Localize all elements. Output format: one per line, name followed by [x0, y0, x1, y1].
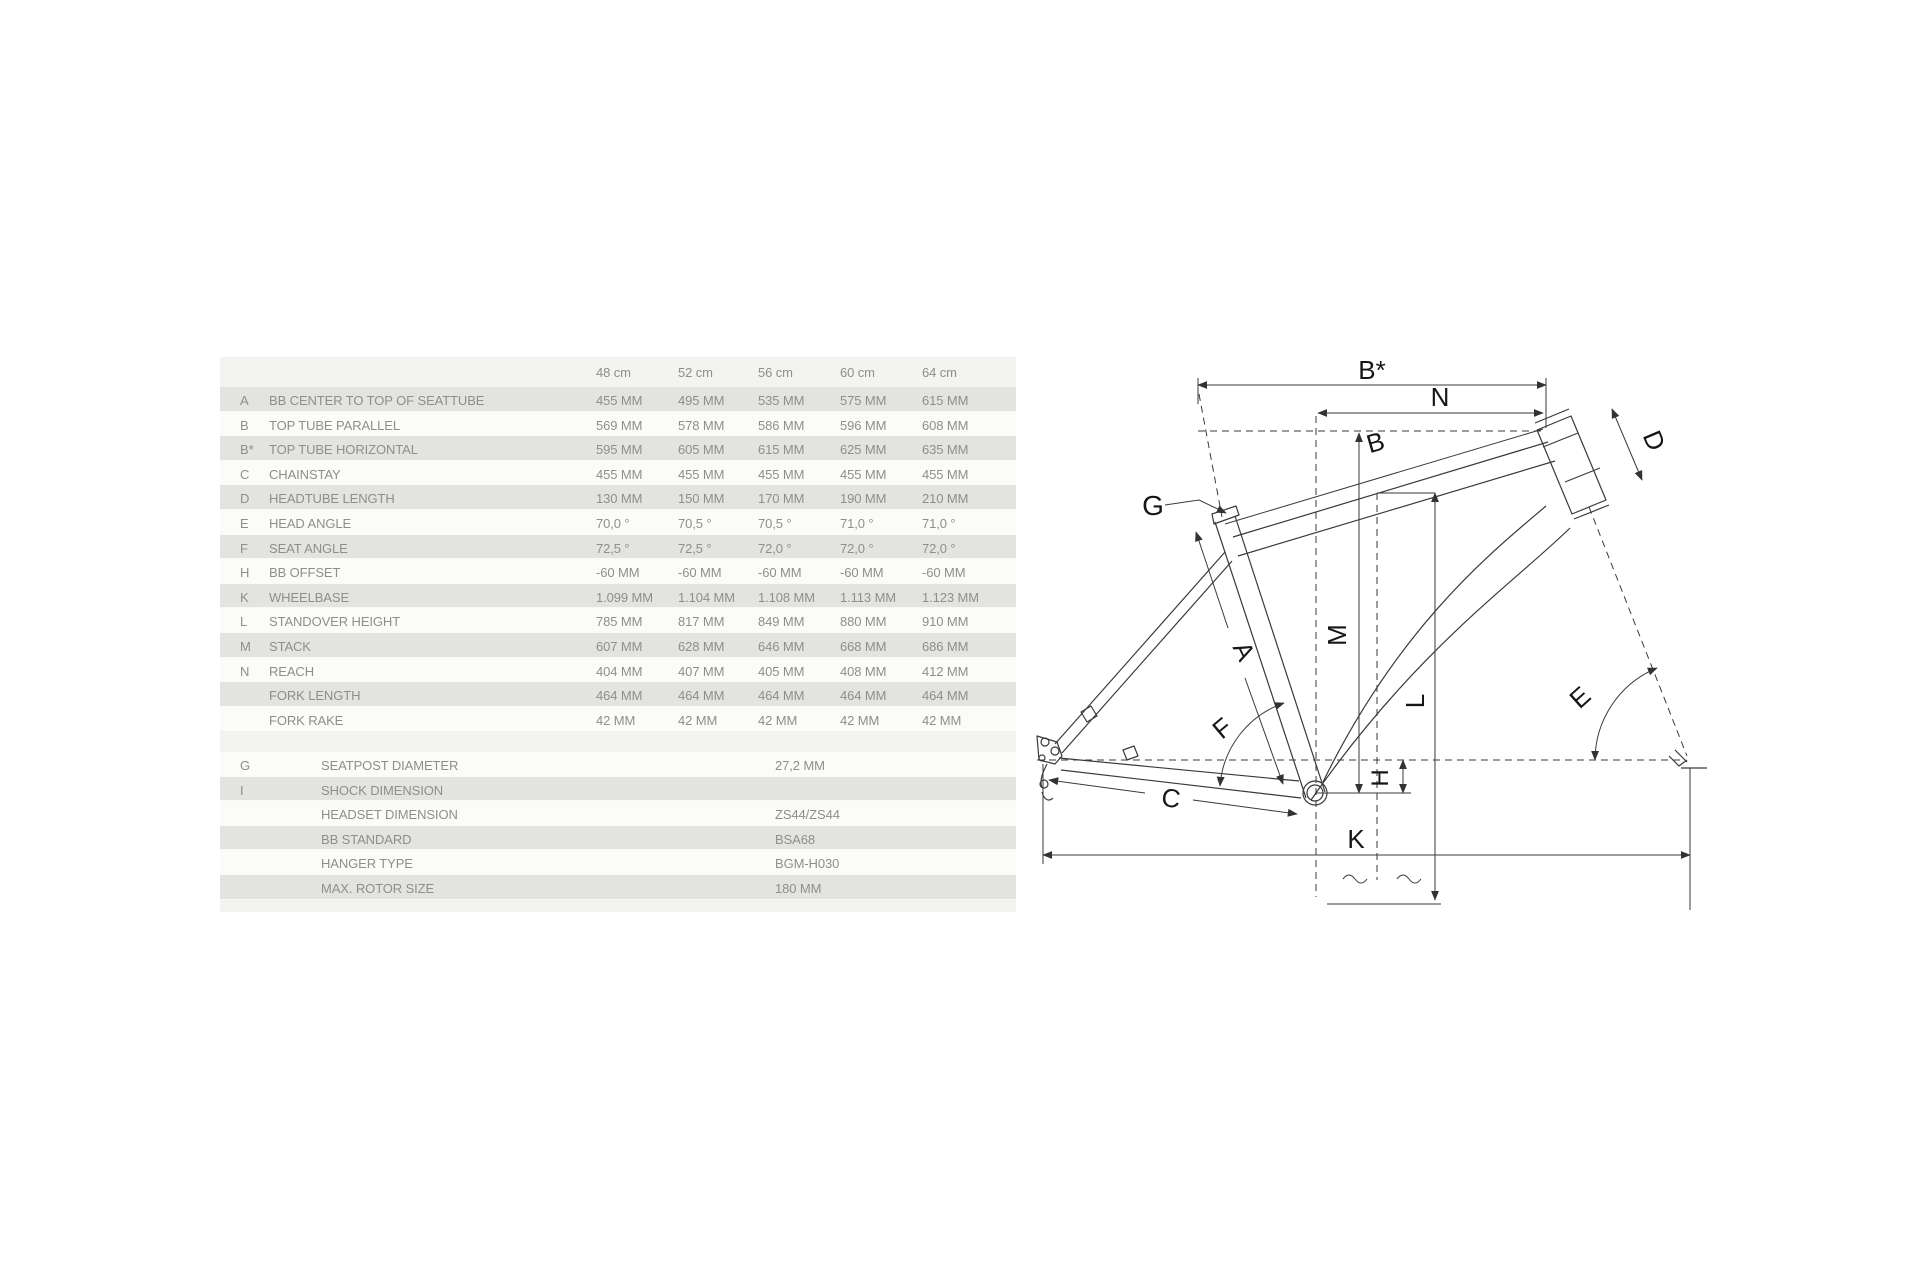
row-value: -60 MM [922, 565, 966, 581]
row-value: 455 MM [678, 466, 725, 482]
row-value: -60 MM [678, 565, 722, 581]
geometry-table-row [220, 485, 1016, 510]
row-value: 646 MM [758, 638, 805, 654]
row-value: 1.108 MM [758, 589, 816, 605]
label-stack: M [1322, 624, 1352, 646]
row-label: STACK [269, 638, 311, 654]
row-value: -60 MM [840, 565, 884, 581]
row-value: 575 MM [840, 393, 887, 408]
row-value: 170 MM [758, 491, 805, 507]
row-value: 210 MM [922, 491, 969, 507]
row-value: 72,5 ° [678, 540, 712, 556]
row-value: 42 MM [922, 712, 962, 728]
label-reach: N [1430, 382, 1450, 412]
row-value: 455 MM [840, 466, 887, 482]
row-value: 586 MM [758, 417, 805, 433]
spec-table-row [220, 801, 1016, 826]
row-label: CHAINSTAY [269, 466, 341, 482]
row-value: 464 MM [596, 688, 643, 704]
size-header: 64 cm [922, 365, 957, 380]
row-value: 42 MM [840, 712, 880, 728]
row-value: 596 MM [840, 417, 887, 433]
row-value: 405 MM [758, 663, 805, 679]
row-label: WHEELBASE [269, 589, 350, 605]
row-value: 628 MM [678, 638, 725, 654]
row-value: 42 MM [596, 712, 636, 728]
row-label: TOP TUBE PARALLEL [269, 417, 401, 433]
row-value: 495 MM [678, 393, 725, 408]
row-value: 404 MM [596, 663, 643, 679]
label-chainstay: C [1159, 782, 1183, 815]
row-value: 817 MM [678, 614, 725, 630]
size-header: 48 cm [596, 365, 631, 380]
spec-table-row [220, 875, 1016, 900]
geometry-table-row [220, 658, 1016, 683]
row-value: 569 MM [596, 417, 643, 433]
row-letter: B* [240, 442, 254, 458]
row-label: SEATPOST DIAMETER [321, 758, 459, 773]
geometry-table-row [220, 436, 1016, 461]
row-value: -60 MM [758, 565, 802, 581]
row-letter: M [240, 638, 251, 654]
size-header-row [220, 357, 1016, 387]
row-value: 625 MM [840, 442, 887, 458]
geometry-table-row [220, 510, 1016, 535]
row-label: BB CENTER TO TOP OF SEATTUBE [269, 393, 485, 408]
row-value: 455 MM [758, 466, 805, 482]
row-value: ZS44/ZS44 [775, 807, 840, 823]
row-value: 70,0 ° [596, 515, 630, 531]
row-letter: L [240, 614, 248, 630]
row-value: BSA68 [775, 831, 815, 847]
row-letter: K [240, 589, 249, 605]
row-letter: E [240, 515, 249, 531]
row-letter: D [240, 491, 250, 507]
row-value: 150 MM [678, 491, 725, 507]
row-value: 455 MM [596, 393, 643, 408]
row-value: 464 MM [758, 688, 805, 704]
row-value: 578 MM [678, 417, 725, 433]
geometry-table-row [220, 608, 1016, 633]
row-value: 407 MM [678, 663, 725, 679]
spec-rows [220, 752, 1016, 900]
spec-table-row [220, 826, 1016, 851]
geometry-table-row [220, 682, 1016, 707]
row-letter: N [240, 663, 250, 679]
row-value: 455 MM [596, 466, 643, 482]
row-value: 72,0 ° [758, 540, 792, 556]
row-label: HANGER TYPE [321, 856, 413, 872]
row-value: 535 MM [758, 393, 805, 408]
row-letter: A [240, 393, 249, 408]
row-value: 408 MM [840, 663, 887, 679]
dimension-lines [1043, 378, 1690, 904]
row-value: 42 MM [678, 712, 718, 728]
row-value: 686 MM [922, 638, 969, 654]
frame-outline [1037, 409, 1707, 910]
label-standover-height: L [1400, 693, 1430, 709]
geometry-table-row [220, 633, 1016, 658]
row-label: TOP TUBE HORIZONTAL [269, 442, 418, 458]
row-value: 880 MM [840, 614, 887, 630]
spec-table-row [220, 752, 1016, 777]
geometry-table-row [220, 461, 1016, 486]
spec-table-row [220, 777, 1016, 802]
row-value: 910 MM [922, 614, 969, 630]
geometry-table-row [220, 559, 1016, 584]
geometry-table-row [220, 387, 1016, 412]
row-value: 608 MM [922, 417, 969, 433]
row-letter: I [240, 782, 244, 798]
row-value: 635 MM [922, 442, 969, 458]
row-value: 130 MM [596, 491, 643, 507]
row-label: FORK RAKE [269, 712, 344, 728]
row-label: HEADSET DIMENSION [321, 807, 458, 823]
row-letter: B [240, 417, 249, 433]
label-head-angle: E [1563, 680, 1597, 715]
row-value: 607 MM [596, 638, 643, 654]
row-value: 42 MM [758, 712, 798, 728]
row-value: BGM-H030 [775, 856, 840, 872]
row-value: 1.123 MM [922, 589, 980, 605]
frame-geometry-diagram [1029, 352, 1709, 927]
row-value: 72,0 ° [922, 540, 956, 556]
geometry-rows [220, 387, 1016, 731]
row-value: 668 MM [840, 638, 887, 654]
geometry-table-row [220, 535, 1016, 560]
row-value: 190 MM [840, 491, 887, 507]
row-letter: F [240, 540, 248, 556]
geometry-table-row [220, 412, 1016, 437]
row-letter: H [240, 565, 250, 581]
label-bb-offset: H [1367, 769, 1394, 787]
row-label: FORK LENGTH [269, 688, 361, 704]
row-value: 615 MM [922, 393, 969, 408]
label-seatpost: G [1142, 490, 1164, 521]
row-label: STANDOVER HEIGHT [269, 614, 401, 630]
size-header: 52 cm [678, 365, 713, 380]
row-value: 464 MM [840, 688, 887, 704]
row-value: 27,2 MM [775, 758, 825, 773]
row-value: 615 MM [758, 442, 805, 458]
row-value: 605 MM [678, 442, 725, 458]
label-top-tube-horizontal: B* [1358, 355, 1386, 385]
row-value: -60 MM [596, 565, 640, 581]
row-value: 1.113 MM [840, 589, 897, 605]
label-headtube-length: D [1636, 425, 1672, 455]
row-label: MAX. ROTOR SIZE [321, 880, 435, 896]
label-top-tube: B [1363, 425, 1388, 460]
geometry-table-row [220, 707, 1016, 732]
row-label: SEAT ANGLE [269, 540, 348, 556]
row-label: SHOCK DIMENSION [321, 782, 444, 798]
size-header: 60 cm [840, 365, 875, 380]
size-header: 56 cm [758, 365, 793, 380]
row-label: REACH [269, 663, 315, 679]
label-seat-angle: F [1206, 711, 1238, 745]
row-value: 70,5 ° [678, 515, 712, 531]
row-label: BB STANDARD [321, 831, 412, 847]
row-value: 180 MM [775, 880, 822, 896]
row-label: BB OFFSET [269, 565, 341, 581]
row-value: 464 MM [678, 688, 725, 704]
row-label: HEAD ANGLE [269, 515, 352, 531]
row-value: 1.099 MM [596, 589, 654, 605]
row-value: 72,0 ° [840, 540, 874, 556]
row-letter: G [240, 758, 251, 773]
row-value: 72,5 ° [596, 540, 630, 556]
geometry-table-row [220, 584, 1016, 609]
construction-lines [1037, 394, 1687, 897]
row-value: 412 MM [922, 663, 969, 679]
row-value: 595 MM [596, 442, 643, 458]
spec-table-row [220, 850, 1016, 875]
row-value: 71,0 ° [840, 515, 874, 531]
row-value: 71,0 ° [922, 515, 956, 531]
row-value: 464 MM [922, 688, 969, 704]
row-label: HEADTUBE LENGTH [269, 491, 395, 507]
row-value: 70,5 ° [758, 515, 792, 531]
label-wheelbase: K [1347, 824, 1365, 854]
row-value: 455 MM [922, 466, 969, 482]
row-value: 849 MM [758, 614, 805, 630]
row-value: 785 MM [596, 614, 643, 630]
label-seattube: A [1226, 636, 1262, 666]
geometry-table-panel [220, 357, 1016, 912]
row-value: 1.104 MM [678, 589, 736, 605]
row-letter: C [240, 466, 250, 482]
